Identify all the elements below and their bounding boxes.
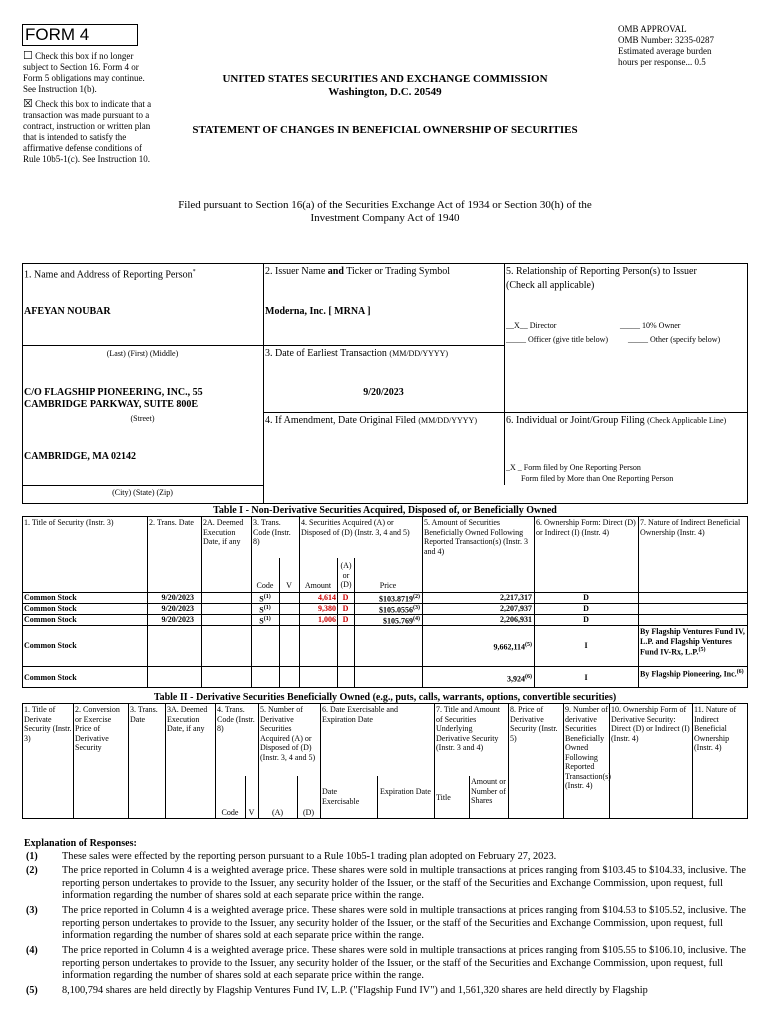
t2-subheader-code: Code [221, 808, 239, 817]
t1-header-ownership-form: 6. Ownership Form: Direct (D) or Indirect (I) (Instr. 4) [536, 518, 636, 537]
checkbox-label: Check this box if no longer subject to Section 16. Form 4 or Form 5 obligations may continue. See Instruction 1(b). [23, 51, 145, 94]
row-nature: By Flagship Ventures Fund IV, L.P. and Flagship Ventures Fund IV-Rx, L.P.$^{(5)}$ [640, 627, 745, 657]
explanation-text: The price reported in Column 4 is a weighted average price. These shares were sold in multiple transactions at prices ranging from $104.53 to $105.52, inclusive. The reporting person undertakes to provide to the Issuer, any security holder of the Issuer, or the staff of the Securities and Exchange Commission, upon request, full information regarding the number of shares sold at each separate price within the range. [62, 905, 746, 942]
row-amount: 4,614 [318, 593, 336, 602]
filing-label: 6. Individual or Joint/Group Filing (Check Applicable Line) [506, 415, 727, 426]
t1-header-title: 1. Title of Security (Instr. 3) [24, 518, 114, 527]
row-form: I [584, 672, 588, 682]
city-caption: (City) (State) (Zip) [112, 488, 173, 497]
row-form: D [583, 604, 589, 613]
t2-subheader-a: (A) [271, 808, 284, 817]
row-code: $S^{(1)}$ [259, 616, 271, 626]
reporting-city: CAMBRIDGE, MA 02142 [24, 451, 136, 462]
relationship-other[interactable]: _____ Other (specify below) [628, 335, 721, 344]
filing-more-persons[interactable]: Form filed by More than One Reporting Person [521, 474, 674, 483]
omb-line: Estimated average burden [618, 46, 712, 56]
t2-header-title: 1. Title of Derivate Security (Instr. 3) [24, 705, 72, 743]
t2-subheader-expiration: Expiration Date [380, 787, 431, 796]
t1-header-securities: 4. Securities Acquired (A) or Disposed of (D) (Instr. 3, 4 and 5) [301, 518, 410, 537]
row-price: $103.8719$^{(2)}$ [379, 594, 420, 604]
row-title: Common Stock [24, 615, 77, 624]
row-code: $S^{(1)}$ [259, 594, 271, 604]
row-amount: 1,006 [318, 615, 336, 624]
t2-header-exercisable: 6. Date Exercisable and Expiration Date [322, 705, 398, 724]
footnote-ref: (1) [263, 605, 271, 611]
row-title: Common Stock [24, 593, 77, 602]
explanation-heading: Explanation of Responses: [24, 838, 137, 849]
relationship-director[interactable]: __X__ Director [506, 321, 557, 330]
t1-subheader-aord: (A) or (D) [340, 561, 352, 589]
row-owned: 2,217,317 [500, 593, 532, 602]
row-price: $105.769$^{(4)}$ [383, 616, 420, 626]
row-aord: D [342, 593, 349, 602]
t2-header-underlying: 7. Title and Amount of Securities Underlying Derivative Security (Instr. 3 and 4) [436, 705, 501, 752]
omb-approval [618, 24, 748, 68]
row-amount: 9,380 [318, 604, 336, 613]
t1-header-date: 2. Trans. Date [149, 518, 194, 527]
checkbox-mark[interactable]: ☐ [23, 50, 33, 62]
t1-subheader-amount: Amount [304, 581, 332, 590]
row-date: 9/20/2023 [161, 593, 194, 602]
agency-location: Washington, D.C. 20549 [328, 86, 442, 98]
t1-subheader-code: Code [256, 581, 274, 590]
checkbox-label: Check this box to indicate that a transaction was made pursuant to a contract, instruction or written plan that is intended to satisfy the affirmative defense conditions of Rule 10b5-1(c). See Instruction 10. [23, 99, 152, 164]
row-owned: 2,206,931 [500, 615, 532, 624]
t2-header-code: 4. Trans. Code (Instr. 8) [217, 705, 255, 733]
checkbox-10b5-1[interactable] [23, 99, 153, 165]
t2-header-number: 5. Number of Derivative Securities Acquired (A) or Disposed of (D) (Instr. 3, 4 and 5) [260, 705, 316, 762]
amendment-label: 4. If Amendment, Date Original Filed (MM/DD/YYYY) [265, 415, 477, 426]
row-title: Common Stock [24, 604, 77, 613]
explanation-number: (3) [26, 905, 38, 916]
row-code: $S^{(1)}$ [259, 605, 271, 615]
t2-header-nature: 11. Nature of Indirect Beneficial Ownership (Instr. 4) [694, 705, 737, 752]
reporting-address: C/O FLAGSHIP PIONEERING, INC., 55 CAMBRIDGE PARKWAY, SUITE 800E [24, 387, 203, 410]
t2-subheader-v: V [248, 808, 255, 817]
t1-header-nature: 7. Nature of Indirect Beneficial Ownership (Instr. 4) [640, 518, 741, 537]
row-owned: 2,207,937 [500, 604, 532, 613]
form-title: FORM 4 [25, 25, 90, 44]
earliest-transaction-value: 9/20/2023 [363, 387, 404, 398]
t2-subheader-title: Title [436, 793, 451, 802]
row-price: $105.0556$^{(3)}$ [379, 605, 420, 615]
t1-header-code: 3. Trans. Code (Instr. 8) [253, 518, 291, 546]
checkbox-mark[interactable]: ☒ [23, 98, 33, 110]
filing-one-person[interactable]: _X _ Form filed by One Reporting Person [506, 463, 641, 472]
checkbox-no-longer-subject[interactable] [23, 51, 153, 95]
agency-name: UNITED STATES SECURITIES AND EXCHANGE COMMISSION [222, 73, 548, 85]
row-owned: 3,924$^{(6)}$ [507, 673, 532, 684]
footnote-ref: (6) [736, 669, 744, 675]
reporting-person-name: AFEYAN NOUBAR [24, 306, 111, 317]
t2-header-price: 8. Price of Derivative Security (Instr. 5) [510, 705, 558, 743]
t2-header-owned: 9. Number of derivative Securities Beneficially Owned Following Reported Transaction(s) (Instr. 4) [565, 705, 611, 790]
row-aord: D [342, 604, 349, 613]
reporting-person-label: 1. Name and Address of Reporting Person* [24, 269, 196, 281]
omb-line: hours per response... 0.5 [618, 57, 706, 67]
t2-subheader-amount: Amount or Number of Shares [471, 777, 506, 805]
street-caption: (Street) [130, 414, 155, 423]
filed-pursuant-line2: Investment Company Act of 1940 [310, 212, 460, 224]
t2-subheader-date-exercisable: Date Exercisable [322, 787, 360, 806]
row-form: D [583, 593, 589, 602]
explanation-text: 8,100,794 shares are held directly by Flagship Ventures Fund IV, L.P. ("Flagship Fund IV") and 1,561,320 shares are held directly by Flagship [62, 985, 648, 996]
explanation-text: The price reported in Column 4 is a weighted average price. These shares were sold in multiple transactions at prices ranging from $103.45 to $104.33, inclusive. The reporting person undertakes to provide to the Issuer, any security holder of the Issuer, or the staff of the Securities and Exchange Commission, upon request, full information regarding the number of shares sold at each separate price within the range. [62, 865, 746, 902]
issuer-label: 2. Issuer Name and Ticker or Trading Symbol [265, 266, 451, 277]
explanation-number: (1) [26, 851, 38, 862]
relationship-officer[interactable]: _____ Officer (give title below) [506, 335, 609, 344]
omb-line: OMB Number: 3235-0287 [618, 35, 714, 45]
issuer-value: Moderna, Inc. [ MRNA ] [265, 306, 371, 317]
t1-subheader-v: V [286, 581, 292, 590]
explanation-number: (4) [26, 945, 38, 956]
table1-title: Table I - Non-Derivative Securities Acquired, Disposed of, or Beneficially Owned [213, 505, 557, 516]
footnote-ref: (5) [698, 647, 706, 653]
row-nature: By Flagship Pioneering, Inc.$^{(6)}$ [640, 669, 744, 679]
footnote-ref: (6) [525, 673, 532, 680]
row-owned: 9,662,114$^{(5)}$ [493, 642, 532, 652]
t2-subheader-d: (D) [302, 808, 315, 817]
omb-line: OMB APPROVAL [618, 24, 687, 34]
row-date: 9/20/2023 [161, 604, 194, 613]
name-caption: (Last) (First) (Middle) [106, 349, 179, 358]
filed-pursuant-line1: Filed pursuant to Section 16(a) of the Securities Exchange Act of 1934 or Section 30(h) of the [178, 199, 592, 211]
row-form: D [583, 615, 589, 624]
relationship-10pct-owner[interactable]: _____ 10% Owner [620, 321, 681, 330]
footnote-ref: (2) [413, 594, 420, 600]
row-title: Common Stock [24, 672, 77, 682]
t2-header-deemed: 3A. Deemed Execution Date, if any [167, 705, 208, 733]
explanation-number: (5) [26, 985, 38, 996]
footnote-ref: (1) [263, 616, 271, 622]
footnote-ref: (5) [525, 642, 532, 648]
earliest-transaction-label: 3. Date of Earliest Transaction (MM/DD/YYYY) [265, 348, 449, 359]
relationship-label: 5. Relationship of Reporting Person(s) to Issuer (Check all applicable) [506, 266, 697, 291]
statement-title: STATEMENT OF CHANGES IN BENEFICIAL OWNERSHIP OF SECURITIES [192, 124, 578, 136]
table2-title: Table II - Derivative Securities Beneficially Owned (e.g., puts, calls, warrants, options, convertible securities) [153, 692, 617, 703]
t2-header-conversion: 2. Conversion or Exercise Price of Derivative Security [75, 705, 120, 752]
footnote-ref: (3) [413, 605, 420, 611]
row-date: 9/20/2023 [161, 615, 194, 624]
t1-header-deemed: 2A. Deemed Execution Date, if any [203, 518, 244, 546]
t1-subheader-price: Price [379, 581, 397, 590]
row-aord: D [342, 615, 349, 624]
row-title: Common Stock [24, 641, 77, 650]
t1-header-amount-owned: 5. Amount of Securities Beneficially Owned Following Reported Transaction(s) (Instr. 3 and 4) [424, 518, 528, 556]
explanation-number: (2) [26, 865, 38, 876]
explanation-text: These sales were effected by the reporting person pursuant to a Rule 10b5-1 trading plan adopted on February 27, 2023. [62, 851, 557, 862]
t2-header-date: 3. Trans. Date [130, 705, 158, 724]
explanation-text: The price reported in Column 4 is a weighted average price. These shares were sold in multiple transactions at prices ranging from $105.55 to $106.10, inclusive. The reporting person undertakes to provide to the Issuer, any security holder of the Issuer, or the staff of the Securities and Exchange Commission, upon request, full information regarding the number of shares sold at each separate price within the range. [62, 945, 746, 982]
footnote-ref: (4) [413, 616, 420, 622]
footnote-ref: (1) [263, 594, 271, 600]
t2-header-form: 10. Ownership Form of Derivative Security: Direct (D) or Indirect (I) (Instr. 4) [611, 705, 690, 743]
row-form: I [584, 641, 588, 650]
